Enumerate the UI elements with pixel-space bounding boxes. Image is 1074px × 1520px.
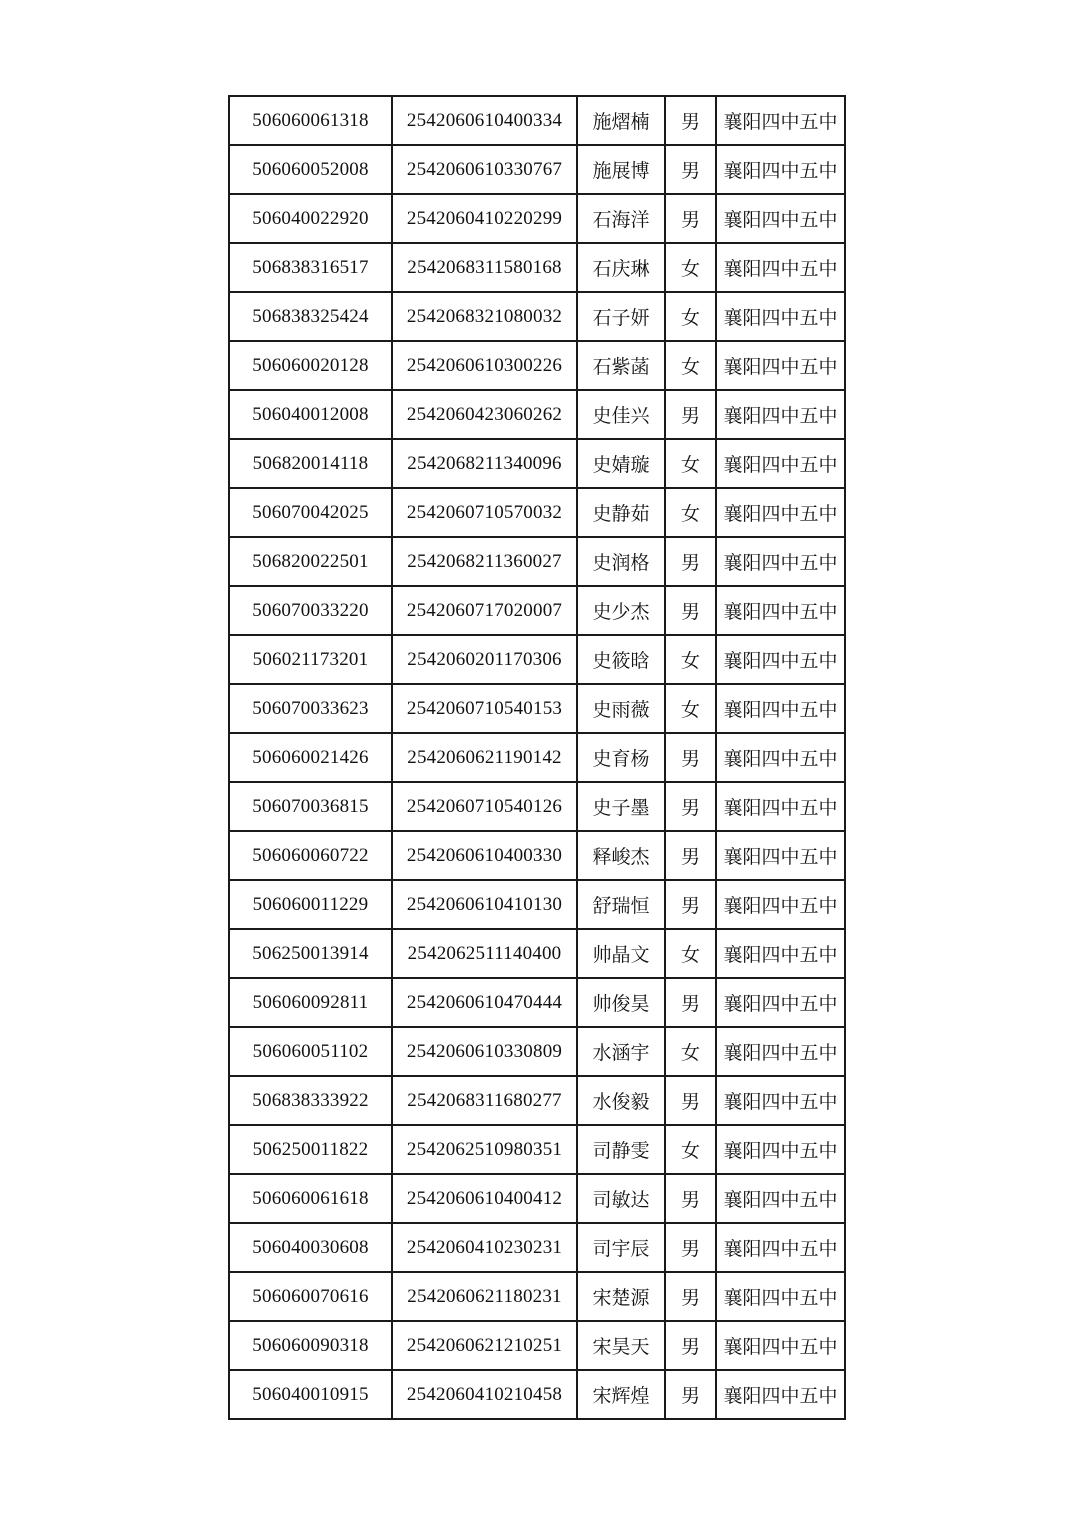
registration-number-cell: 2542060610330809 <box>392 1027 577 1076</box>
school-cell: 襄阳四中五中 <box>716 1027 845 1076</box>
exam-id-cell: 506040012008 <box>229 390 392 439</box>
table-row <box>229 782 845 831</box>
exam-id-cell: 506070036815 <box>229 782 392 831</box>
school-cell: 襄阳四中五中 <box>716 831 845 880</box>
student-name-cell: 施展博 <box>577 145 665 194</box>
registration-number-cell: 2542060610400412 <box>392 1174 577 1223</box>
registration-number-cell: 2542068311580168 <box>392 243 577 292</box>
student-name-cell: 司敏达 <box>577 1174 665 1223</box>
student-name-cell: 水涵宇 <box>577 1027 665 1076</box>
student-name-cell: 石庆琳 <box>577 243 665 292</box>
gender-cell: 男 <box>665 831 716 880</box>
exam-id-cell: 506060020128 <box>229 341 392 390</box>
table-row <box>229 978 845 1027</box>
registration-number-cell: 2542068211360027 <box>392 537 577 586</box>
exam-id-cell: 506040030608 <box>229 1223 392 1272</box>
school-cell: 襄阳四中五中 <box>716 341 845 390</box>
registration-number-cell: 2542060621190142 <box>392 733 577 782</box>
gender-cell: 男 <box>665 782 716 831</box>
registration-number-cell: 2542060710570032 <box>392 488 577 537</box>
exam-id-cell: 506070033623 <box>229 684 392 733</box>
registration-number-cell: 2542062511140400 <box>392 929 577 978</box>
student-name-cell: 石海洋 <box>577 194 665 243</box>
school-cell: 襄阳四中五中 <box>716 488 845 537</box>
exam-id-cell: 506060051102 <box>229 1027 392 1076</box>
exam-id-cell: 506250013914 <box>229 929 392 978</box>
school-cell: 襄阳四中五中 <box>716 978 845 1027</box>
exam-id-cell: 506040022920 <box>229 194 392 243</box>
gender-cell: 女 <box>665 292 716 341</box>
school-cell: 襄阳四中五中 <box>716 537 845 586</box>
gender-cell: 女 <box>665 243 716 292</box>
gender-cell: 男 <box>665 1321 716 1370</box>
registration-number-cell: 2542060410230231 <box>392 1223 577 1272</box>
table-row <box>229 1076 845 1125</box>
table-row <box>229 537 845 586</box>
school-cell: 襄阳四中五中 <box>716 96 845 145</box>
registration-number-cell: 2542068311680277 <box>392 1076 577 1125</box>
student-name-cell: 史润格 <box>577 537 665 586</box>
school-cell: 襄阳四中五中 <box>716 1223 845 1272</box>
table-row <box>229 1370 845 1419</box>
table-row <box>229 1223 845 1272</box>
registration-number-cell: 2542068321080032 <box>392 292 577 341</box>
registration-number-cell: 2542060201170306 <box>392 635 577 684</box>
exam-id-cell: 506021173201 <box>229 635 392 684</box>
table-row <box>229 488 845 537</box>
table-row <box>229 390 845 439</box>
gender-cell: 女 <box>665 1125 716 1174</box>
exam-id-cell: 506838333922 <box>229 1076 392 1125</box>
table-row <box>229 586 845 635</box>
gender-cell: 男 <box>665 586 716 635</box>
exam-id-cell: 506838316517 <box>229 243 392 292</box>
table-row <box>229 1272 845 1321</box>
registration-number-cell: 2542060710540126 <box>392 782 577 831</box>
gender-cell: 男 <box>665 1272 716 1321</box>
gender-cell: 男 <box>665 978 716 1027</box>
registration-number-cell: 2542060610470444 <box>392 978 577 1027</box>
table-row <box>229 292 845 341</box>
school-cell: 襄阳四中五中 <box>716 1272 845 1321</box>
registration-number-cell: 2542060610400330 <box>392 831 577 880</box>
table-row <box>229 929 845 978</box>
student-name-cell: 宋楚源 <box>577 1272 665 1321</box>
exam-id-cell: 506060061318 <box>229 96 392 145</box>
gender-cell: 女 <box>665 929 716 978</box>
student-name-cell: 史筱晗 <box>577 635 665 684</box>
registration-number-cell: 2542060710540153 <box>392 684 577 733</box>
student-name-cell: 史静茹 <box>577 488 665 537</box>
table-row <box>229 880 845 929</box>
table-row <box>229 145 845 194</box>
registration-number-cell: 2542060610330767 <box>392 145 577 194</box>
school-cell: 襄阳四中五中 <box>716 439 845 488</box>
school-cell: 襄阳四中五中 <box>716 1321 845 1370</box>
exam-id-cell: 506040010915 <box>229 1370 392 1419</box>
gender-cell: 男 <box>665 1076 716 1125</box>
gender-cell: 女 <box>665 439 716 488</box>
registration-number-cell: 2542060610300226 <box>392 341 577 390</box>
school-cell: 襄阳四中五中 <box>716 292 845 341</box>
registration-number-cell: 2542060410210458 <box>392 1370 577 1419</box>
exam-id-cell: 506060011229 <box>229 880 392 929</box>
school-cell: 襄阳四中五中 <box>716 929 845 978</box>
exam-id-cell: 506070033220 <box>229 586 392 635</box>
student-name-cell: 舒瑞恒 <box>577 880 665 929</box>
registration-number-cell: 2542060610410130 <box>392 880 577 929</box>
school-cell: 襄阳四中五中 <box>716 243 845 292</box>
school-cell: 襄阳四中五中 <box>716 684 845 733</box>
exam-id-cell: 506060061618 <box>229 1174 392 1223</box>
exam-id-cell: 506060092811 <box>229 978 392 1027</box>
gender-cell: 男 <box>665 96 716 145</box>
registration-number-cell: 2542060423060262 <box>392 390 577 439</box>
exam-id-cell: 506060060722 <box>229 831 392 880</box>
table-row <box>229 635 845 684</box>
gender-cell: 男 <box>665 1223 716 1272</box>
registration-number-cell: 2542062510980351 <box>392 1125 577 1174</box>
gender-cell: 男 <box>665 1174 716 1223</box>
table-row <box>229 1027 845 1076</box>
student-name-cell: 宋昊天 <box>577 1321 665 1370</box>
school-cell: 襄阳四中五中 <box>716 635 845 684</box>
gender-cell: 女 <box>665 1027 716 1076</box>
gender-cell: 女 <box>665 684 716 733</box>
table-row <box>229 1321 845 1370</box>
exam-id-cell: 506838325424 <box>229 292 392 341</box>
gender-cell: 男 <box>665 537 716 586</box>
student-name-cell: 史子墨 <box>577 782 665 831</box>
student-name-cell: 司静雯 <box>577 1125 665 1174</box>
table-row <box>229 1125 845 1174</box>
student-name-cell: 史少杰 <box>577 586 665 635</box>
roster-table <box>228 95 846 1420</box>
school-cell: 襄阳四中五中 <box>716 1125 845 1174</box>
school-cell: 襄阳四中五中 <box>716 586 845 635</box>
exam-id-cell: 506060052008 <box>229 145 392 194</box>
table-row <box>229 1174 845 1223</box>
roster-table-body <box>229 96 845 1419</box>
student-name-cell: 史佳兴 <box>577 390 665 439</box>
exam-id-cell: 506060090318 <box>229 1321 392 1370</box>
school-cell: 襄阳四中五中 <box>716 1076 845 1125</box>
registration-number-cell: 2542060410220299 <box>392 194 577 243</box>
student-name-cell: 石紫菡 <box>577 341 665 390</box>
school-cell: 襄阳四中五中 <box>716 1174 845 1223</box>
school-cell: 襄阳四中五中 <box>716 733 845 782</box>
school-cell: 襄阳四中五中 <box>716 194 845 243</box>
gender-cell: 女 <box>665 635 716 684</box>
table-row <box>229 194 845 243</box>
gender-cell: 男 <box>665 390 716 439</box>
registration-number-cell: 2542060621180231 <box>392 1272 577 1321</box>
table-row <box>229 96 845 145</box>
exam-id-cell: 506070042025 <box>229 488 392 537</box>
exam-id-cell: 506250011822 <box>229 1125 392 1174</box>
school-cell: 襄阳四中五中 <box>716 880 845 929</box>
registration-number-cell: 2542068211340096 <box>392 439 577 488</box>
registration-number-cell: 2542060717020007 <box>392 586 577 635</box>
school-cell: 襄阳四中五中 <box>716 1370 845 1419</box>
student-name-cell: 帅俊昊 <box>577 978 665 1027</box>
table-row <box>229 341 845 390</box>
exam-id-cell: 506060070616 <box>229 1272 392 1321</box>
gender-cell: 男 <box>665 145 716 194</box>
table-row <box>229 684 845 733</box>
school-cell: 襄阳四中五中 <box>716 390 845 439</box>
gender-cell: 男 <box>665 733 716 782</box>
exam-id-cell: 506060021426 <box>229 733 392 782</box>
table-row <box>229 733 845 782</box>
student-name-cell: 史雨薇 <box>577 684 665 733</box>
table-row <box>229 831 845 880</box>
student-name-cell: 宋辉煌 <box>577 1370 665 1419</box>
gender-cell: 女 <box>665 341 716 390</box>
gender-cell: 男 <box>665 194 716 243</box>
gender-cell: 男 <box>665 1370 716 1419</box>
registration-number-cell: 2542060621210251 <box>392 1321 577 1370</box>
exam-id-cell: 506820022501 <box>229 537 392 586</box>
exam-id-cell: 506820014118 <box>229 439 392 488</box>
school-cell: 襄阳四中五中 <box>716 145 845 194</box>
gender-cell: 男 <box>665 880 716 929</box>
school-cell: 襄阳四中五中 <box>716 782 845 831</box>
gender-cell: 女 <box>665 488 716 537</box>
student-name-cell: 水俊毅 <box>577 1076 665 1125</box>
student-name-cell: 司宇辰 <box>577 1223 665 1272</box>
student-name-cell: 帅晶文 <box>577 929 665 978</box>
student-name-cell: 史育杨 <box>577 733 665 782</box>
student-name-cell: 史婧璇 <box>577 439 665 488</box>
student-name-cell: 石子妍 <box>577 292 665 341</box>
table-row <box>229 439 845 488</box>
registration-number-cell: 2542060610400334 <box>392 96 577 145</box>
student-name-cell: 施熠楠 <box>577 96 665 145</box>
table-row <box>229 243 845 292</box>
student-name-cell: 释峻杰 <box>577 831 665 880</box>
